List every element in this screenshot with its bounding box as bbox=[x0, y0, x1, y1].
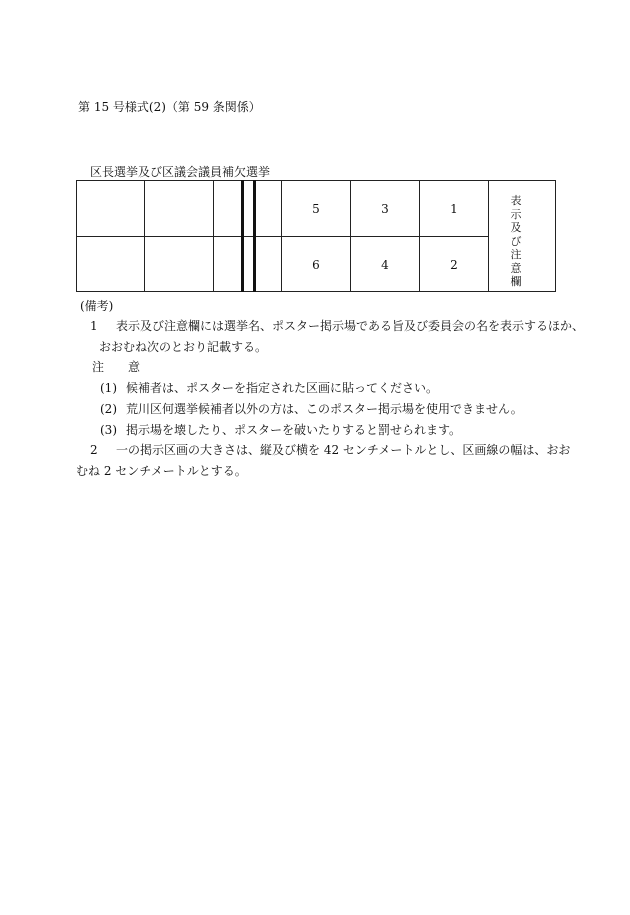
board-left-border bbox=[76, 180, 77, 292]
cell-number: 6 bbox=[312, 258, 320, 272]
poster-board-diagram bbox=[76, 180, 556, 292]
board-right-border bbox=[555, 180, 556, 292]
form-title: 第 15 号様式(2)（第 59 条関係） bbox=[78, 100, 261, 114]
item-number: 1 bbox=[90, 319, 98, 333]
board-row-divider bbox=[76, 236, 488, 237]
board-thick-line-left bbox=[241, 180, 244, 292]
remark-item-1-cont: おおむね次のとおり記載する。 bbox=[99, 340, 268, 354]
board-col-line bbox=[350, 180, 351, 292]
board-col-line bbox=[488, 180, 489, 292]
cell-number: 1 bbox=[450, 202, 458, 216]
remark-item-2-cont: むね 2 センチメートルとする。 bbox=[76, 464, 247, 478]
board-bottom-border bbox=[76, 291, 556, 292]
note-label: 注 意 bbox=[92, 360, 141, 374]
board-col-line bbox=[144, 180, 145, 292]
note-item: (2) 荒川区何選挙候補者以外の方は、このポスター掲示場を使用できません。 bbox=[100, 402, 523, 416]
note-item: (1) 候補者は、ポスターを指定された区画に貼ってください。 bbox=[100, 381, 439, 395]
remarks-heading: (備考) bbox=[80, 299, 114, 313]
section-title: 区長選挙及び区議会議員補欠選挙 bbox=[90, 165, 271, 179]
board-top-border bbox=[76, 180, 556, 181]
item-number: 2 bbox=[90, 443, 98, 457]
notice-column-label: 表 示 及 び 注 意 欄 bbox=[510, 194, 522, 288]
cell-number: 5 bbox=[312, 202, 320, 216]
cell-number: 3 bbox=[381, 202, 389, 216]
board-col-line bbox=[281, 180, 282, 292]
cell-number: 2 bbox=[450, 258, 458, 272]
board-col-line bbox=[213, 180, 214, 292]
board-col-line bbox=[419, 180, 420, 292]
board-thick-line-right bbox=[253, 180, 256, 292]
note-item: (3) 掲示場を壊したり、ポスターを破いたりすると罰せられます。 bbox=[100, 423, 462, 437]
remark-item-2: 2 一の掲示区画の大きさは、縦及び横を 42 センチメートルとし、区画線の幅は、おお bbox=[90, 443, 571, 457]
remark-item-1: 1 表示及び注意欄には選挙名、ポスター掲示場である旨及び委員会の名を表示するほか、 bbox=[90, 319, 585, 333]
cell-number: 4 bbox=[381, 258, 389, 272]
